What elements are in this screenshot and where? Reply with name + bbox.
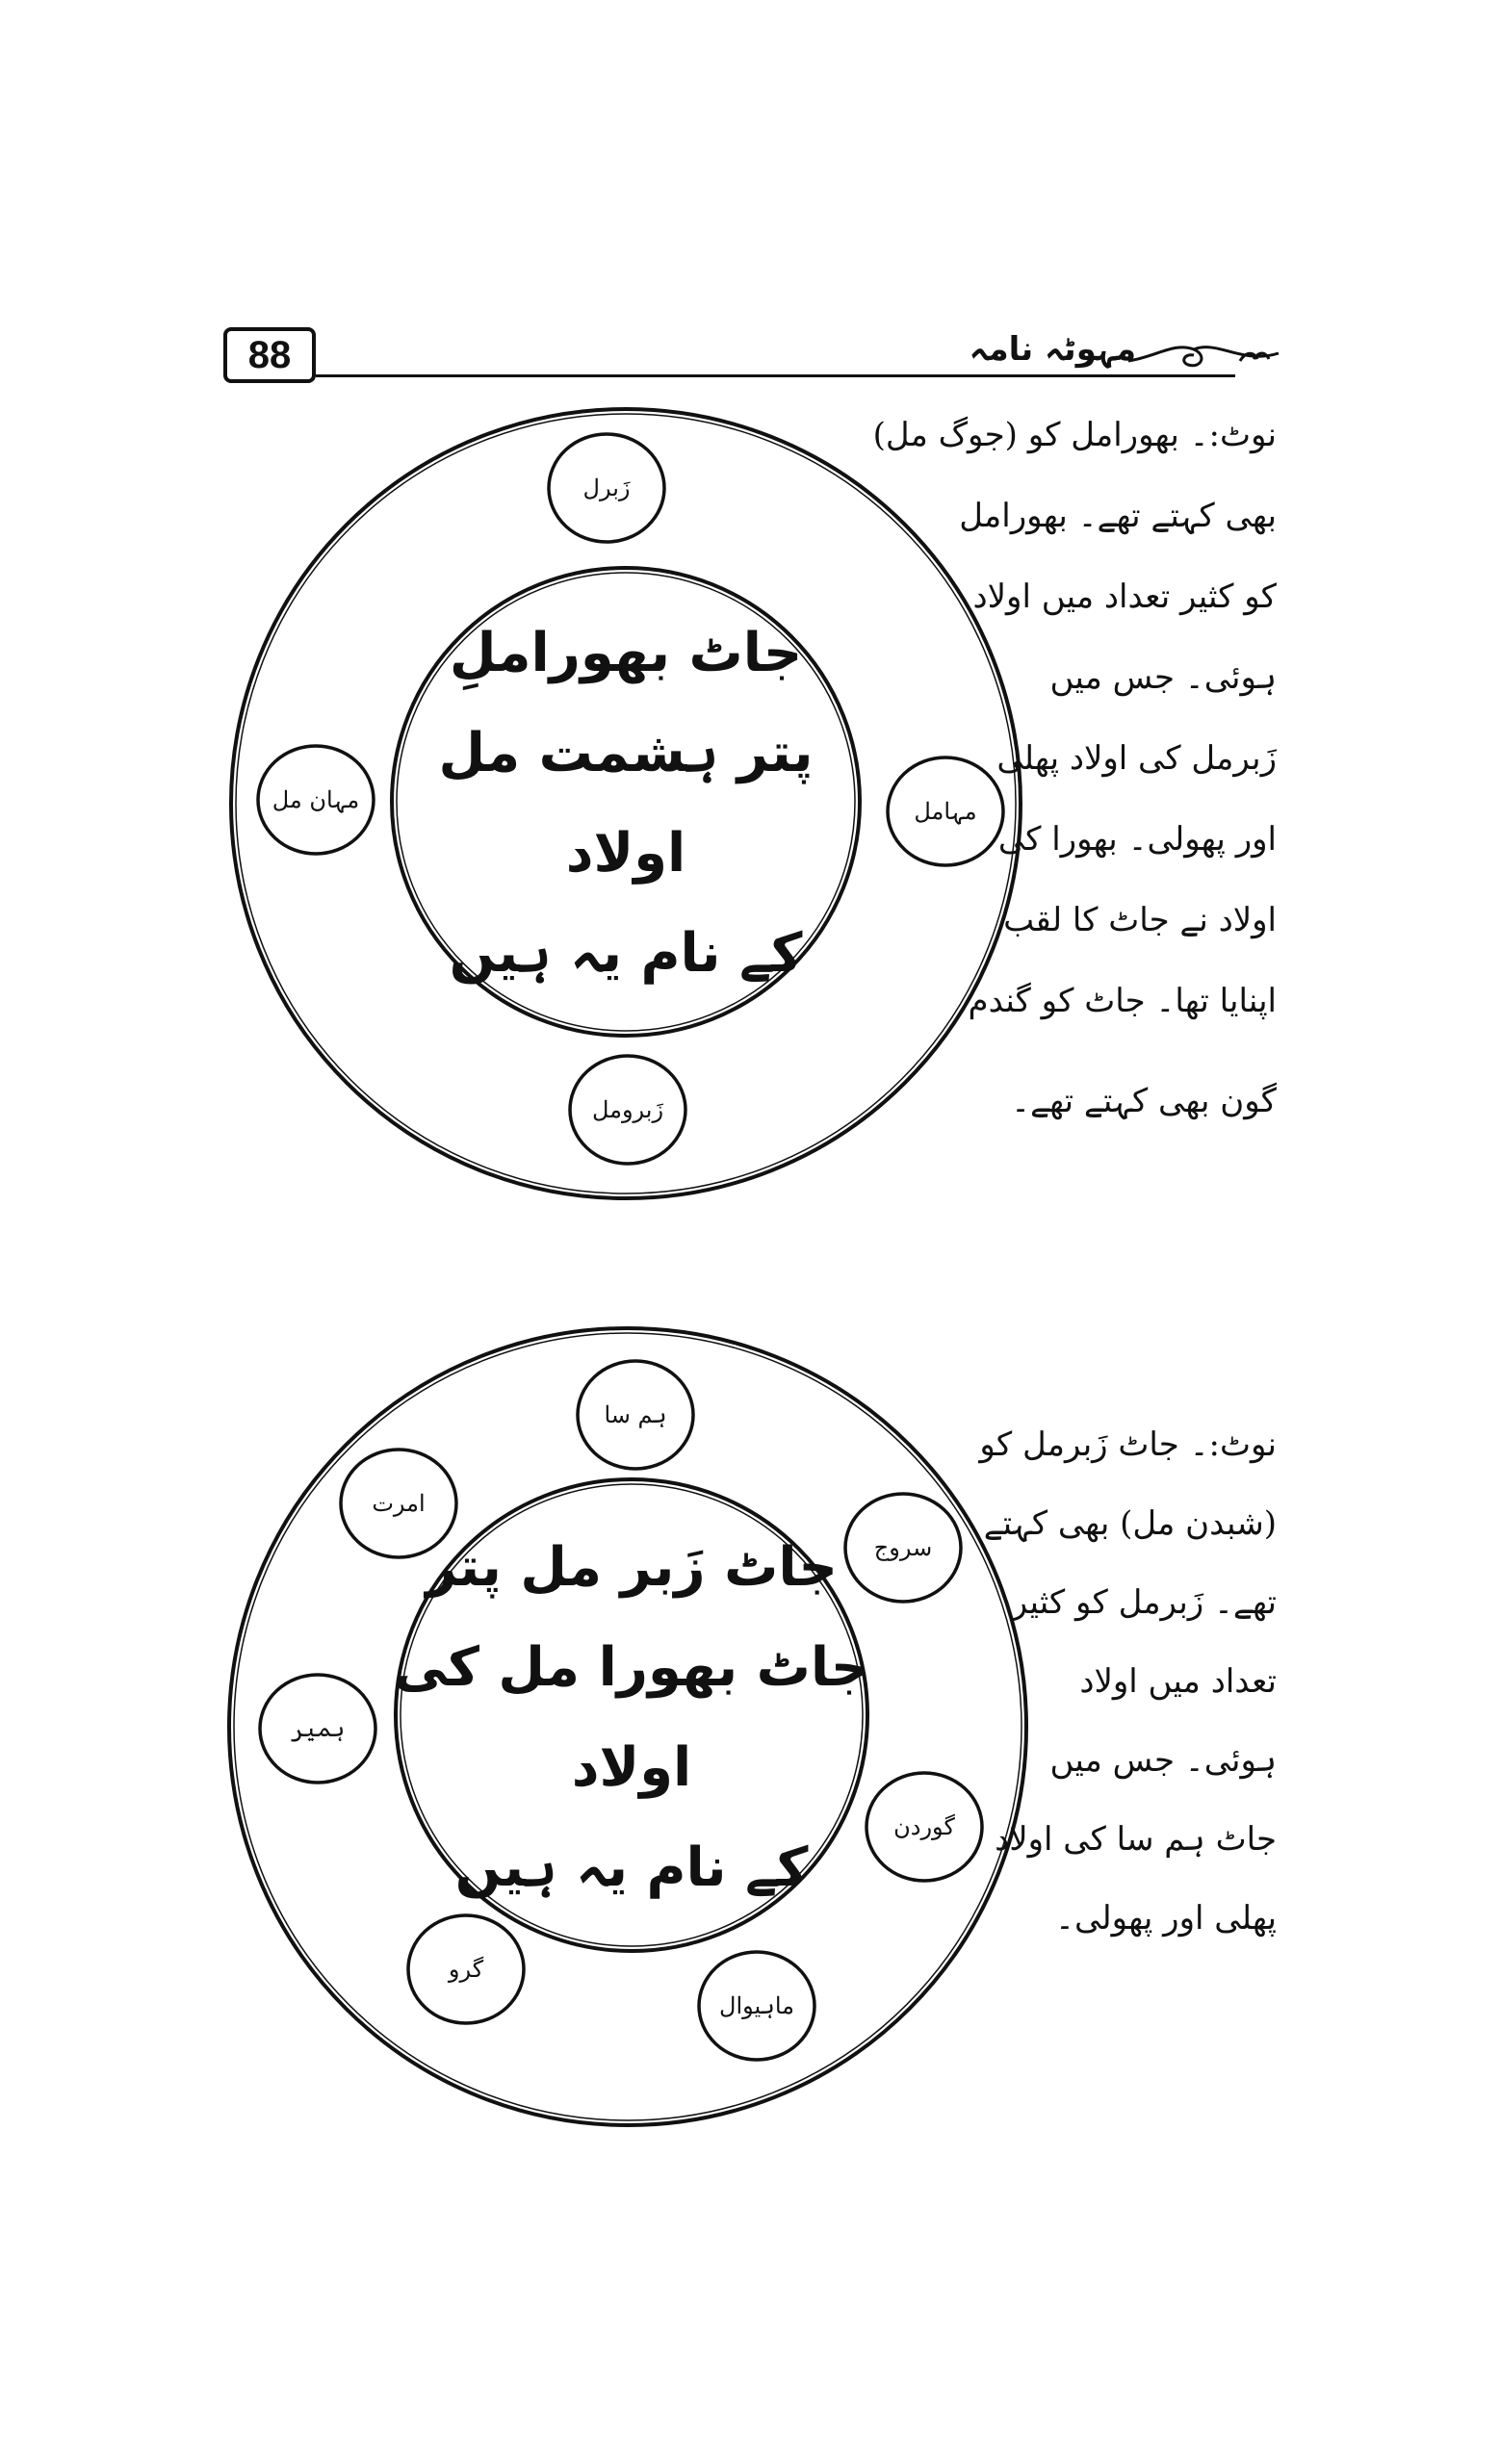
note-1 <box>872 395 1277 1142</box>
note-line: (شبدن مل) بھی کہتے <box>983 1504 1277 1543</box>
center-title-line: جاٹ بھوراملِ <box>449 622 803 684</box>
center-title-line: جاٹ زَبر مل پتر <box>426 1536 838 1599</box>
note-line: نوٹ:۔ بھورامل کو (جوگ مل) <box>872 416 1277 454</box>
note-line: اولاد نے جاٹ کا لقب <box>1003 901 1277 939</box>
page-number: 88 <box>223 327 316 383</box>
note-line: ہوئی۔ جس میں <box>1049 658 1277 697</box>
child-name: مہامل <box>914 798 977 825</box>
center-title-line: پتر ہشمت مل اولاد <box>438 722 814 885</box>
child-name: امرت <box>372 1490 426 1517</box>
note-line: بھی کہتے تھے۔ بھورامل <box>959 497 1277 535</box>
center-title-line: کے نام یہ ہیں <box>449 922 803 985</box>
note-line: زَبرمل کی اولاد پھلی <box>996 739 1277 778</box>
note-line: گون بھی کہتے تھے۔ <box>1011 1082 1277 1120</box>
note-2 <box>872 1405 1277 1958</box>
book-title: مہوٹہ نامہ <box>969 330 1136 369</box>
header-flourish-icon <box>1126 332 1280 374</box>
note-line: کو کثیر تعداد میں اولاد <box>972 578 1277 616</box>
center-title-line: جاٹ بھورا مل کی اولاد <box>393 1636 870 1799</box>
note-line: اپنایا تھا۔ جاٹ کو گندم <box>968 982 1277 1020</box>
center-title <box>381 1536 882 1899</box>
note-line: جاٹ ہم سا کی اولاد <box>995 1820 1277 1859</box>
child-name: زَبرل <box>582 475 631 501</box>
child-name: سروج <box>873 1534 933 1561</box>
child-name: ماہیوال <box>719 1992 794 2019</box>
child-name: گوردن <box>893 1813 955 1840</box>
child-name: ہم سا <box>604 1401 667 1428</box>
center-title-line: کے نام یہ ہیں <box>454 1836 809 1899</box>
note-line: پھلی اور پھولی۔ <box>1055 1899 1277 1938</box>
note-line: تعداد میں اولاد <box>1079 1662 1277 1701</box>
header-rule <box>316 374 1235 377</box>
center-title <box>404 622 847 985</box>
child-name: زَبرومل <box>591 1096 664 1123</box>
note-line: ہوئی۔ جس میں <box>1049 1741 1277 1780</box>
note-line: نوٹ:۔ جاٹ زَبرمل کو <box>979 1425 1277 1464</box>
child-name: ہمیر <box>290 1715 346 1742</box>
child-name: مہان مل <box>272 786 360 813</box>
child-name: گرو <box>448 1956 484 1983</box>
note-line: تھے۔ زَبرمل کو کثیر <box>1011 1583 1277 1622</box>
note-line: اور پھولی۔ بھورا کی <box>997 820 1277 859</box>
